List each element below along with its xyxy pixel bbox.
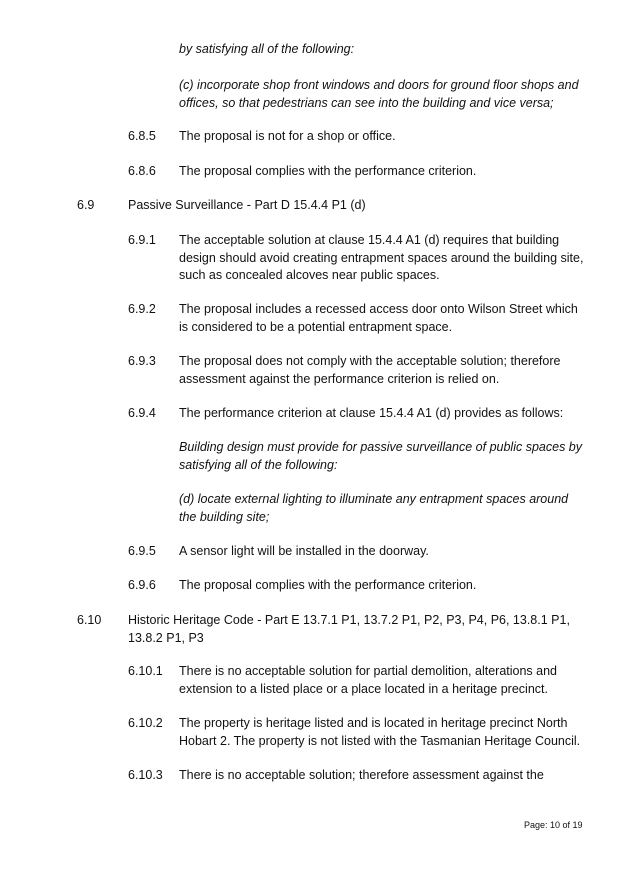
clause-text: The proposal is not for a shop or office.	[179, 129, 396, 143]
section-heading: Passive Surveillance - Part D 15.4.4 P1 (d)	[128, 198, 366, 212]
quoted-text: (d) locate external lighting to illuminate any entrapment spaces around the building site;	[179, 492, 569, 524]
clause-text: The proposal complies with the performance criterion.	[179, 164, 477, 178]
clause-text: The proposal does not comply with the acceptable solution; therefore assessment against the performance criterion is relied on.	[179, 354, 561, 386]
section-heading: Historic Heritage Code - Part E 13.7.1 P1, 13.7.2 P1, P2, P3, P4, P6, 13.8.1 P1, 13.8.2 P1, P3	[128, 613, 570, 645]
clause-text: The acceptable solution at clause 15.4.4 A1 (d) requires that building design should avoid creating entrapment spaces around the building site, such as concealed alcoves near public spaces.	[179, 233, 584, 282]
quoted-text: by satisfying all of the following:	[179, 42, 355, 56]
clause-number: 6.9.2	[128, 302, 156, 316]
quoted-text: (c) incorporate shop front windows and doors for ground floor shops and offices, so that pedestrians can see into the building and vice versa;	[179, 78, 579, 110]
clause-text: The property is heritage listed and is located in heritage precinct North Hobart 2. The property is not listed with the Tasmanian Heritage Council.	[179, 716, 581, 748]
clause-text: The proposal includes a recessed access door onto Wilson Street which is considered to be a potential entrapment space.	[179, 302, 578, 334]
clause-number: 6.10.1	[128, 664, 163, 678]
clause-number: 6.9.3	[128, 354, 156, 368]
clause-text: A sensor light will be installed in the doorway.	[179, 544, 429, 558]
clause-text: There is no acceptable solution; therefore assessment against the	[179, 768, 544, 782]
page-number: Page: 10 of 19	[524, 820, 583, 830]
clause-number: 6.9.1	[128, 233, 156, 247]
section-number: 6.10	[77, 613, 102, 627]
clause-number: 6.10.2	[128, 716, 163, 730]
section-number: 6.9	[77, 198, 95, 212]
clause-number: 6.9.5	[128, 544, 156, 558]
clause-number: 6.8.5	[128, 129, 156, 143]
clause-number: 6.10.3	[128, 768, 163, 782]
clause-number: 6.8.6	[128, 164, 156, 178]
clause-text: The performance criterion at clause 15.4.4 A1 (d) provides as follows:	[179, 406, 564, 420]
quoted-text: Building design must provide for passive surveillance of public spaces by satisfying all of the following:	[179, 440, 582, 472]
clause-number: 6.9.4	[128, 406, 156, 420]
clause-text: The proposal complies with the performance criterion.	[179, 578, 477, 592]
clause-text: There is no acceptable solution for partial demolition, alterations and extension to a listed place or a place located in a heritage precinct.	[179, 664, 557, 696]
clause-number: 6.9.6	[128, 578, 156, 592]
